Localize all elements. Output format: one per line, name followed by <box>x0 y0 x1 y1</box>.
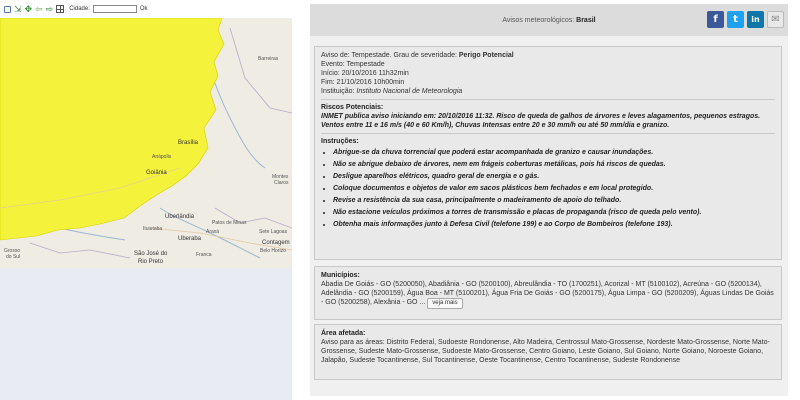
city-label-bh: Belo Horizo <box>260 248 286 254</box>
city-label-anapolis: Anápolis <box>152 154 172 160</box>
previous-view-icon[interactable]: ⇦ <box>35 3 43 14</box>
facebook-icon[interactable]: f <box>707 11 724 28</box>
cidade-label: Cidade: <box>69 6 90 12</box>
area-text: Aviso para as áreas: Distrito Federal, Sudoeste Rondonense, Alto Madeira, Centrossul Mato-Grossense, Nordeste Mato-Grossense, Norte Mato-Grossense, Sudeste Mato-Grossense, Sudoeste Mato-Grossense, Centro Goiano, Leste Goiano, Sul Goiano, Norte Goiano, Noroeste Goiano, Jalapão, Sudeste Tocantinense, Sul Tocantinense, Oeste Tocantinense, Centro Tocantinense, Sudeste Rondonense <box>321 339 770 364</box>
city-label-patos: Patos de Minas <box>212 220 247 226</box>
instrucao-item: • Desligue aparelhos elétricos, quadro geral de energia e o gás. <box>333 172 775 181</box>
map-canvas[interactable] <box>0 18 292 268</box>
aviso-line <box>321 51 775 60</box>
riscos-title: Riscos Potenciais: <box>321 104 384 111</box>
severity-value: Perigo Potencial <box>458 52 514 59</box>
municipios-title: Municípios: <box>321 272 360 279</box>
instrucao-item: • Não estacione veículos próximos a torres de transmissão e placas de propaganda (risco de queda pelo vento). <box>333 208 775 217</box>
veja-mais-button[interactable]: veja mais <box>427 298 462 309</box>
city-label-montes-claros: Montes <box>272 174 289 180</box>
email-icon[interactable] <box>767 11 784 28</box>
cidade-input[interactable] <box>93 5 137 13</box>
aviso-prefix: Aviso de: Tempestade. Grau de severidade: <box>321 52 459 59</box>
area-title: Área afetada: <box>321 330 366 337</box>
instituicao-line <box>321 87 775 96</box>
instrucoes-list <box>321 148 775 229</box>
instrucao-item: • Abrigue-se da chuva torrencial que poderá estar acompanhada de granizo e causar inundações. <box>333 148 775 157</box>
instrucao-item: • Obtenha mais informações junto à Defesa Civil (telefone 199) e ao Corpo de Bombeiros (telefone 193). <box>333 220 775 229</box>
municipios-text-wrap <box>321 280 775 309</box>
riscos-section <box>321 99 775 130</box>
inicio-line: Início: 20/10/2016 11h32min <box>321 70 409 77</box>
evento-line: Evento: Tempestade <box>321 61 385 68</box>
city-label-goiania: Goiânia <box>146 170 167 176</box>
instituicao-prefix: Instituição: <box>321 88 357 95</box>
municipios-box <box>314 266 782 320</box>
social-buttons <box>707 11 784 28</box>
instrucao-item: • Não se abrigue debaixo de árvores, nem em frágeis coberturas metálicas, pois há riscos de quedas. <box>333 160 775 169</box>
header-title-region: Brasil <box>576 16 596 24</box>
instrucao-item: • Coloque documentos e objetos de valor em sacos plásticos bem fechados e em local protegido. <box>333 184 775 193</box>
alert-panel <box>310 4 788 396</box>
municipios-text: Abadia De Goiás - GO (5200050), Abadiânia - GO (5200100), Abreulândia - TO (1700251), Acorizal - MT (5100102), Acreúna - GO (5200134), Adelândia - GO (5200159), Água Boa - MT (5100201), Água Fria De Goiás - GO (5200175), Água Limpa - GO (5200209), Águas Lindas De Goiás - GO (5200258), Alexânia - GO ... <box>321 281 774 306</box>
instituicao-value: Instituto Nacional de Meteorologia <box>356 88 463 95</box>
city-label-uberlandia: Uberlândia <box>165 214 195 220</box>
instrucao-item: • Revise a resistência da sua casa, principalmente o madeiramento de apoio do telhado. <box>333 196 775 205</box>
city-label-uberaba: Uberaba <box>178 236 202 242</box>
city-label-ituiutaba: Ituiutaba <box>143 226 163 232</box>
grid-icon[interactable] <box>56 5 64 13</box>
header-title-prefix: Avisos meteorológicos: <box>502 16 577 24</box>
instrucoes-title: Instruções: <box>321 138 359 145</box>
pan-icon[interactable]: ✥ <box>24 3 33 14</box>
region-label-do-sul: do Sul <box>6 254 21 260</box>
city-label-montes-claros-2: Claros <box>274 180 289 186</box>
zoom-box-icon[interactable] <box>4 6 11 13</box>
city-label-araxa: Araxá <box>206 229 220 235</box>
fim-line: Fim: 21/10/2016 10h00min <box>321 79 405 86</box>
ok-button[interactable]: Ok <box>139 6 148 12</box>
city-label-barreiras: Barreiras <box>258 56 279 62</box>
area-box <box>314 324 782 380</box>
header-title <box>502 17 595 24</box>
linkedin-icon[interactable]: in <box>747 11 764 28</box>
riscos-text: INMET publica aviso iniciando em: 20/10/2016 11:32. Risco de queda de galhos de árvores e leves alagamentos, pequenos estragos. Ventos entre 11 e 16 m/s (40 e 60 Km/h), Chuvas Intensas entre 20 e 30 mm/h ou até 50 mm/dia e granizo. <box>321 113 761 129</box>
zoom-in-icon[interactable]: ⇲ <box>14 3 22 14</box>
email-glyph: ✉ <box>771 14 780 25</box>
weather-map[interactable] <box>0 18 292 268</box>
city-label-rio-preto: Rio Preto <box>138 259 164 265</box>
city-label-sao-jose: São José do <box>134 251 168 257</box>
alert-details-box <box>314 46 782 260</box>
alert-header <box>310 4 788 36</box>
city-label-brasilia: Brasília <box>178 140 199 146</box>
twitter-icon[interactable]: t <box>727 11 744 28</box>
next-view-icon[interactable]: ⇨ <box>45 3 54 14</box>
city-label-contagem: Contagem <box>262 240 290 246</box>
city-label-franca: Franca <box>196 252 212 258</box>
region-label-grosso: Grosso <box>4 248 21 254</box>
instrucoes-section <box>321 133 775 229</box>
map-panel <box>0 0 292 400</box>
map-toolbar <box>0 0 292 18</box>
city-label-sete-lagoas: Sete Lagoas <box>259 229 288 235</box>
